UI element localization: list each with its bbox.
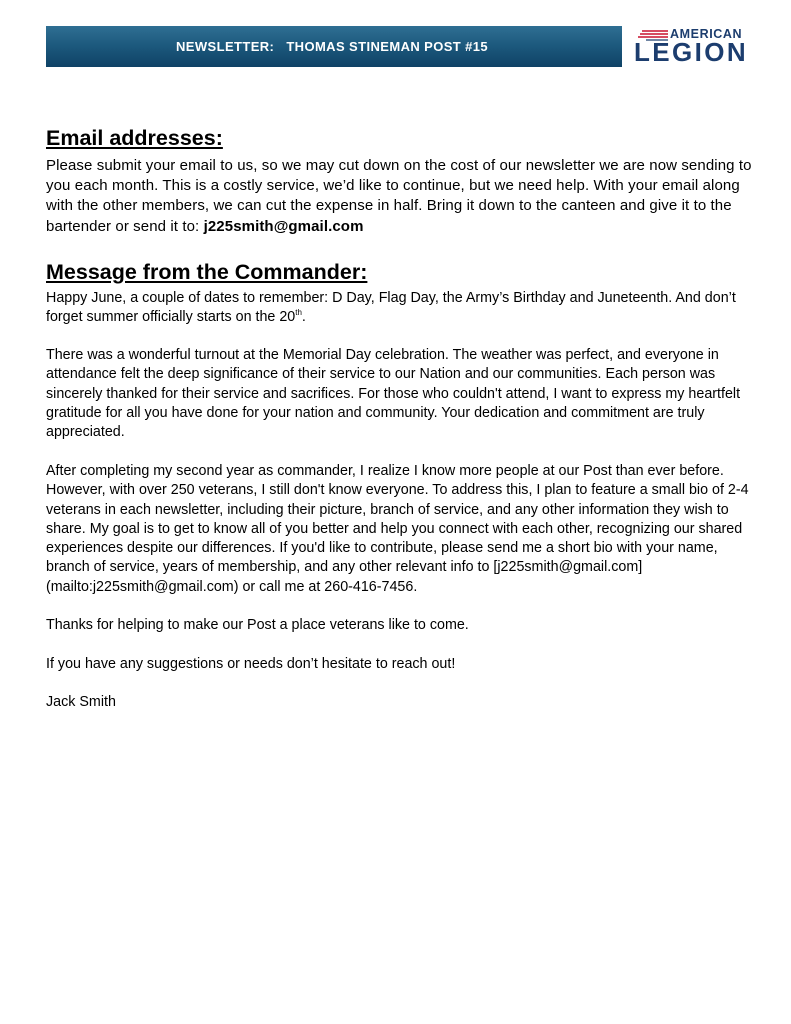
june-dates-text: Happy June, a couple of dates to remember: D Day, Flag Day, the Army’s Birthday and Juneteenth. And don’t forget summer officially starts on the 20: [46, 290, 736, 326]
contact-email[interactable]: j225smith@gmail.com: [203, 217, 364, 235]
american-legion-logo: [632, 26, 772, 68]
logo-text-legion: LEGION: [634, 37, 749, 67]
signature: Jack Smith: [46, 694, 116, 710]
commander-paragraph-2: There was a wonderful turnout at the Memorial Day celebration. The weather was perfect, and everyone in attendance felt the deep significance of their service to our Nation and our communities. Each person was sincerely thanked for their service and sacrifices. For those who couldn't attend, I want to express my heartfelt gratitude for all you have done for your nation and community. Your dedication and commitment are truly appreciated.: [46, 347, 741, 441]
commander-paragraph-4: Thanks for helping to make our Post a place veterans like to come.: [46, 617, 469, 633]
logo-text-american: AMERICAN: [670, 27, 743, 41]
newsletter-title: NEWSLETTER: THOMAS STINEMAN POST #15: [176, 39, 489, 54]
email-section-text: [46, 156, 756, 237]
header-band: [46, 26, 622, 67]
ordinal-suffix: th: [295, 308, 302, 318]
email-request-text: Please submit your email to us, so we may cut down on the cost of our newsletter we are now sending to you each month. This is a costly service, we’d like to continue, but we need help. With your email along with the other members, we can cut the expense in half. Bring it down to the canteen and give it to the bartender or send it to:: [46, 157, 752, 235]
commander-section-heading: Message from the Commander:: [46, 260, 368, 284]
paragraph-end: .: [301, 309, 306, 326]
commander-paragraph-1: [46, 289, 758, 328]
email-section-heading: Email addresses:: [46, 126, 223, 150]
commander-paragraph-3: After completing my second year as commander, I realize I know more people at our Post than ever before. However, with over 250 veterans, I still don't know everyone. To address this, I plan to feature a small bio of 2-4 veterans in each newsletter, including their picture, branch of service, and any other information they wish to share. My goal is to get to know all of you better and help you connect with each other, recognizing our shared experiences despite our differences. If you'd like to contribute, please send me a short bio with your name, branch of service, years of membership, and any other relevant info to [j225smith@gmail.com] (mailto:j225smith@gmail.com) or call me at 260-416-7456.: [46, 463, 749, 595]
commander-paragraph-5: If you have any suggestions or needs don’t hesitate to reach out!: [46, 656, 456, 672]
